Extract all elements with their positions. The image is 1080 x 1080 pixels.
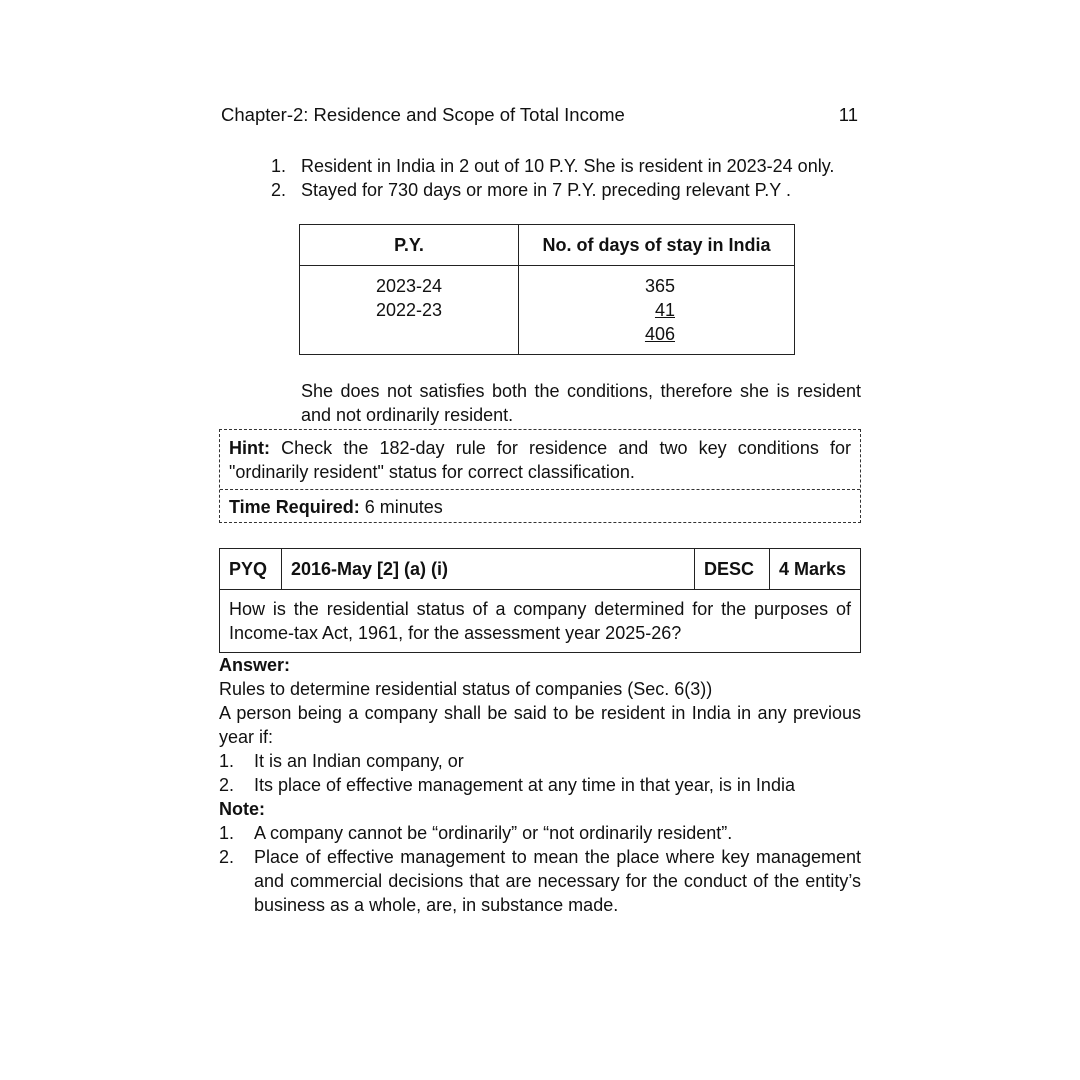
conditions-list xyxy=(219,154,861,202)
pyq-type: DESC xyxy=(695,549,770,590)
page xyxy=(219,103,861,917)
item-text: Its place of effective management at any time in that year, is in India xyxy=(254,775,795,795)
pyq-marks: 4 Marks xyxy=(770,549,861,590)
item-number: 1. xyxy=(219,751,235,771)
rule-heading: Rules to determine residential status of companies (Sec. 6(3)) xyxy=(219,679,713,699)
time-required-value: 6 minutes xyxy=(359,497,443,517)
year-value: 2022-23 xyxy=(375,300,443,320)
answer-item xyxy=(219,773,861,797)
days-total: 406 xyxy=(644,324,675,344)
pyq-reference: 2016-May [2] (a) (i) xyxy=(282,549,695,590)
note-number: 2. xyxy=(219,847,235,867)
answer-item xyxy=(219,749,861,773)
note-text: A company cannot be “ordinarily” or “not ordinarily resident”. xyxy=(254,823,733,843)
chapter-title: Chapter-2: Residence and Scope of Total Income xyxy=(221,104,625,125)
note-text: Place of effective management to mean the place where key management and commercial decisions that are necessary for the conduct of the entity’s business as a whole, are, in substance made. xyxy=(254,847,861,915)
pyq-table xyxy=(219,548,861,653)
py-column-header: P.Y. xyxy=(300,225,519,266)
note-item xyxy=(219,845,861,917)
condition-number: 1. xyxy=(271,156,287,176)
page-header xyxy=(221,103,861,127)
answer-label: Answer: xyxy=(219,655,291,675)
conclusion-text: She does not satisfies both the conditions, therefore she is resident and not ordinarily resident. xyxy=(301,381,861,425)
answer-section xyxy=(219,653,861,917)
condition-item xyxy=(271,154,861,178)
hint-label: Hint: xyxy=(229,438,270,458)
hint-text: Check the 182-day rule for residence and two key conditions for "ordinarily resident" status for correct classification. xyxy=(229,438,851,482)
note-item xyxy=(219,821,861,845)
hint-box xyxy=(219,429,861,523)
days-value: 365 xyxy=(644,276,675,296)
condition-item xyxy=(271,178,861,202)
condition-number: 2. xyxy=(271,180,287,200)
item-text: It is an Indian company, or xyxy=(254,751,464,771)
pyq-question: How is the residential status of a company determined for the purposes of Income-tax Act, 1961, for the assessment year 2025-26? xyxy=(220,590,861,653)
item-number: 2. xyxy=(219,775,235,795)
page-number: 11 xyxy=(838,104,858,125)
days-of-stay-table xyxy=(299,224,795,355)
hint-row xyxy=(220,430,860,489)
pyq-tag: PYQ xyxy=(220,549,282,590)
note-label: Note: xyxy=(219,799,265,819)
time-required-label: Time Required: xyxy=(229,497,360,517)
time-required-row xyxy=(220,489,860,522)
condition-text: Resident in India in 2 out of 10 P.Y. She is resident in 2023-24 only. xyxy=(301,156,835,176)
year-value: 2023-24 xyxy=(375,276,443,296)
note-number: 1. xyxy=(219,823,235,843)
py-cell xyxy=(300,266,519,355)
days-value: 41 xyxy=(654,300,675,320)
days-column-header: No. of days of stay in India xyxy=(519,225,795,266)
days-cell xyxy=(519,266,795,355)
answer-intro: A person being a company shall be said to be resident in India in any previous year if: xyxy=(219,703,861,747)
condition-text: Stayed for 730 days or more in 7 P.Y. preceding relevant P.Y . xyxy=(301,180,791,200)
